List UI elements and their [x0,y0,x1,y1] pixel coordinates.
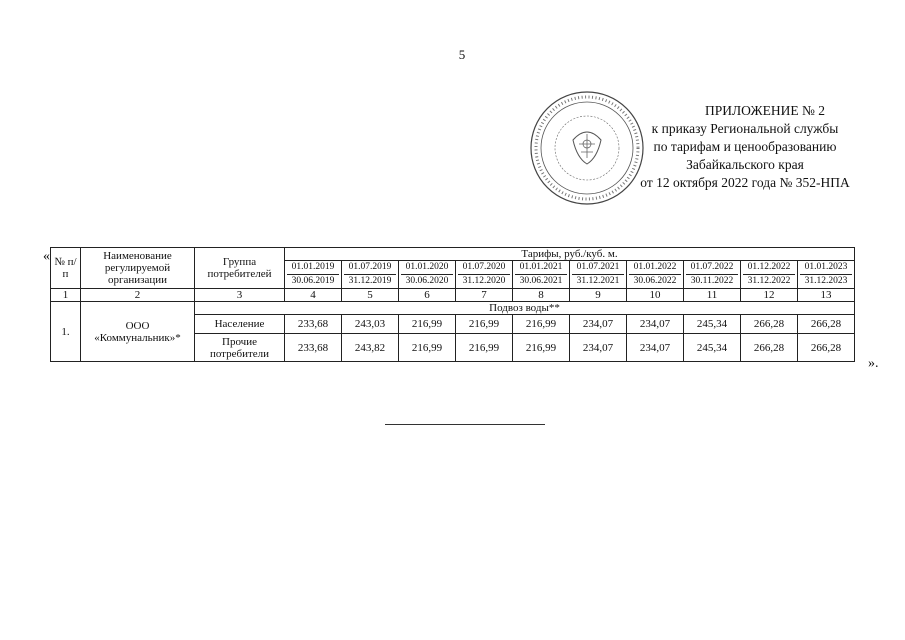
period-to: 30.11.2022 [690,276,734,286]
period-to: 31.12.2019 [348,276,392,286]
tariff-value: 245,34 [684,315,741,334]
appendix-line-1: к приказу Региональной службы [651,121,839,136]
period-from: 01.01.2023 [800,261,852,275]
closing-quote: ». [868,356,879,371]
tariff-value: 234,07 [627,334,684,362]
tariff-value: 233,68 [285,334,342,362]
col-number: 5 [342,289,399,302]
header-org: Наименование регулируемой организации [81,248,195,289]
period-cell [570,261,627,289]
period-to: 30.06.2019 [291,276,335,286]
period-to: 31.12.2022 [747,276,791,286]
tariff-value: 234,07 [570,334,627,362]
col-number: 2 [81,289,195,302]
opening-quote: « [43,249,50,264]
tariff-value: 243,82 [342,334,399,362]
row-number: 1. [51,302,81,362]
period-to: 31.12.2023 [804,276,848,286]
period-from: 01.01.2022 [629,261,681,275]
period-from: 01.12.2022 [743,261,795,275]
tariff-value: 216,99 [456,315,513,334]
period-from: 01.07.2019 [344,261,396,275]
column-numbers-row [51,289,855,302]
period-to: 31.12.2021 [576,276,620,286]
org-name: ООО «Коммунальник»* [81,302,195,362]
tariff-table [50,247,855,362]
period-cell [513,261,570,289]
tariff-value: 266,28 [741,315,798,334]
period-cell [285,261,342,289]
section-title: Подвоз воды** [195,302,855,315]
divider-line [385,424,545,425]
tariff-value: 216,99 [399,315,456,334]
period-cell [456,261,513,289]
header-row [51,248,855,261]
col-number: 4 [285,289,342,302]
period-cell [684,261,741,289]
tariff-value: 216,99 [399,334,456,362]
tariff-value: 216,99 [513,334,570,362]
col-number: 9 [570,289,627,302]
header-tariffs: Тарифы, руб./куб. м. [285,248,855,261]
period-from: 01.07.2021 [572,261,624,275]
tariff-value: 233,68 [285,315,342,334]
col-number: 12 [741,289,798,302]
header-group: Группа потребителей [195,248,285,289]
col-number: 11 [684,289,741,302]
period-from: 01.07.2022 [686,261,738,275]
period-cell [342,261,399,289]
col-number: 1 [51,289,81,302]
period-to: 31.12.2020 [462,276,506,286]
col-number: 3 [195,289,285,302]
period-to: 30.06.2020 [405,276,449,286]
col-number: 13 [798,289,855,302]
tariff-value: 243,03 [342,315,399,334]
period-cell [399,261,456,289]
period-from: 01.07.2020 [458,261,510,275]
period-from: 01.01.2019 [287,261,339,275]
tariff-value: 234,07 [570,315,627,334]
appendix-title: ПРИЛОЖЕНИЕ № 2 [704,103,826,118]
consumer-group: Прочие потребители [195,334,285,362]
period-to: 30.06.2021 [519,276,563,286]
period-from: 01.01.2020 [401,261,453,275]
consumer-group: Население [195,315,285,334]
col-number: 8 [513,289,570,302]
period-to: 30.06.2022 [633,276,677,286]
period-cell [627,261,684,289]
period-cell [798,261,855,289]
period-from: 01.01.2021 [515,261,567,275]
appendix-line-3: Забайкальского края [686,157,804,172]
tariff-value: 234,07 [627,315,684,334]
header-num: № п/п [51,248,81,289]
period-cell [741,261,798,289]
tariff-value: 245,34 [684,334,741,362]
appendix-line-4: от 12 октября 2022 года № 352-НПА [640,175,850,190]
tariff-value: 216,99 [513,315,570,334]
col-number: 6 [399,289,456,302]
appendix-heading [600,102,890,192]
section-row [51,302,855,315]
tariff-value: 266,28 [798,315,855,334]
tariff-value: 216,99 [456,334,513,362]
col-number: 10 [627,289,684,302]
tariff-value: 266,28 [741,334,798,362]
appendix-line-2: по тарифам и ценообразованию [653,139,837,154]
col-number: 7 [456,289,513,302]
page-number: 5 [458,47,466,62]
tariff-value: 266,28 [798,334,855,362]
